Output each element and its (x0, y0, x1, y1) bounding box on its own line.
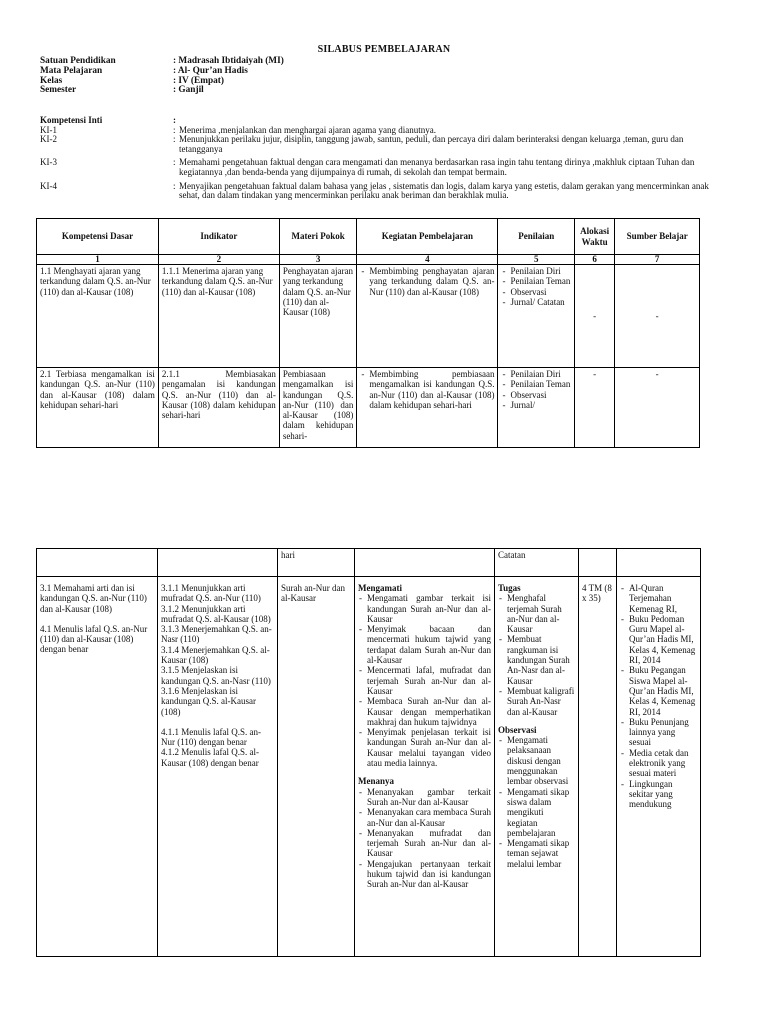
table-row (37, 577, 701, 957)
col-header-kegiatan: Kegiatan Pembelajaran (357, 219, 498, 255)
meta-row-subject: Mata Pelajaran : Al- Qur’an Hadis (40, 65, 248, 76)
cell-indikator: 1.1.1 Menerima ajaran yang terkandung dalam Q.S. an-Nur (110) dan al-Kausar (108) (158, 265, 279, 368)
cell-materi-cont: hari (278, 549, 355, 577)
cell-materi: Surah an-Nur dan al-Kausar (278, 577, 355, 957)
cell-alokasi: - (575, 368, 615, 448)
cell-indikator: 3.1.1 Menunjukkan arti mufradat Q.S. an-Nur (110) 3.1.2 Menunjukkan arti mufradat Q.S. al-Kausar (108) 3.1.3 Menerjemahkan Q.S. an-Nasr (110) 3.1.4 Menerjemahkan Q.S. al-Kausar (108) 3.1.5 Menjelaskan isi kandungan Q.S. an-Nasr (110) 3.1.6 Menjelaskan isi kandungan Q.S. al-Kausar (108) 4.1.1 Menulis lafal Q.S. an-Nur (110) dengan benar 4.1.2 Menulis lafal Q.S. al-Kausar (108) dengan benar (158, 577, 278, 957)
cell-kegiatan: - Membimbing penghayatan ajaran yang terkandung dalam Q.S. an-Nur (110) dan al-Kausar (108) (357, 265, 498, 368)
col-header-materi: Materi Pokok (279, 219, 357, 255)
meta-row-school: Satuan Pendidikan : Madrasah Ibtidaiyah (MI) (40, 56, 284, 66)
cell-penilaian-cont: Catatan (495, 549, 579, 577)
syllabus-table-2 (36, 548, 701, 957)
cell-materi: Pembiasaan mengamalkan isi kandungan Q.S. an-Nur (110) dan al-Kausar (108) dalam kehidupan sehari- (279, 368, 357, 448)
table-row (37, 265, 700, 368)
col-header-sumber: Sumber Belajar (615, 219, 700, 255)
cell-alokasi: - (575, 265, 615, 368)
cell-kd: 3.1 Memahami arti dan isi kandungan Q.S. an-Nur (110) dan al-Kausar (108) 4.1 Menulis lafal Q.S. an-Nur (110) dan al-Kausar (108) dengan benar (37, 577, 158, 957)
cell-sumber: - (615, 265, 700, 368)
ki-row-2: KI-2 : Menunjukkan perilaku jujur, disiplin, tanggung jawab, santun, peduli, dan percaya diri dalam berinteraksi dengan keluarga ,teman, guru dan tetangganya (40, 134, 684, 154)
ki-row-3: KI-3 : Memahami pengetahuan faktual dengan cara mengamati dan menanya berdasarkan rasa ingin tahu tentang dirinya ,makhluk ciptaan Tuhan dan kegiatannya ,dan benda-benda yang dijumpainya di rumah, di sekolah dan tempat bermain. (40, 157, 695, 177)
cell-alokasi: 4 TM (8 x 35) (579, 577, 617, 957)
core-competency-block (40, 116, 720, 201)
cell-indikator: 2.1.1 Membiasakan pengamalan isi kandungan Q.S. an-Nur (110) dan al-Kausar (108) dalam kehidupan sehari-hari (158, 368, 279, 448)
cell-kegiatan: Mengamati - Mengamati gambar terkait isi kandungan Surah an-Nur dan al-Kausar - Menyimak bacaan dan mencermati hukum tajwid yang terdapat dalam Surah an-Nur dan al-Kausar - Mencermati lafal, mufradat dan terjemah Surah an-Nur dan al-Kausar - Membaca Surah an-Nur dan al-Kausar dengan memperhatikan makhraj dan hukum tajwidnya - Menyimak penjelasan terkait isi kandungan Surah an-Nur dan al-Kausar melalui tayangan video atau media lainnya. Menanya - Menanyakan gambar terkait Surah an-Nur dan al-Kausar - Menanyakan cara membaca Surah an-Nur dan al-Kausar - Menanyakan mufradat dan terjemah Surah an-Nur dan al-Kausar - Mengajukan pertanyaan terkait hukum tajwid dan isi kandungan Surah an-Nur dan al-Kausar (355, 577, 495, 957)
col-header-indikator: Indikator (158, 219, 279, 255)
cell-kd: 2.1 Terbiasa mengamalkan isi kandungan Q.S. an-Nur (110) dan al-Kausar (108) dalam kehidupan sehari-hari (37, 368, 159, 448)
syllabus-table-1 (36, 218, 700, 448)
ki-row-1: KI-1 : Menerima ,menjalankan dan menghargai ajaran agama yang dianutnya. (40, 124, 436, 135)
cell-penilaian: Tugas - Menghafal terjemah Surah an-Nur dan al-Kausar - Membuat rangkuman isi kandungan Surah An-Nasr dan al-Kausar - Membuat kaligrafi Surah An-Nasr dan al-Kausar Observasi - Mengamati pelaksanaan diskusi dengan menggunakan lembar observasi - Mengamati sikap siswa dalam mengikuti kegiatan pembelajaran - Mengamati sikap teman sejawat melalui lembar (495, 577, 579, 957)
cell-kd: 1.1 Menghayati ajaran yang terkandung dalam Q.S. an-Nur (110) dan al-Kausar (108) (37, 265, 159, 368)
table-row (37, 368, 700, 448)
cell-penilaian: - Penilaian Diri - Penilaian Teman - Observasi - Jurnal/ Catatan (498, 265, 575, 368)
meta-row-semester: Semester : Ganjil (40, 85, 204, 96)
cell-sumber: - (615, 368, 700, 448)
cell-sumber: - Al-Quran Terjemahan Kemenag RI, - Buku Pedoman Guru Mapel al-Qur’an Hadis MI, Kelas 4, Kemenag RI, 2014 - Buku Pegangan Siswa Mapel al-Qur’an Hadis MI, Kelas 4, Kemenag RI, 2014 - Buku Penunjang lainnya yang sesuai - Media cetak dan elektronik yang sesuai materi - Lingkungan sekitar yang mendukung (617, 577, 701, 957)
continuation-row (37, 549, 701, 577)
document-title: SILABUS PEMBELAJARAN (317, 44, 451, 55)
cell-materi: Penghayatan ajaran yang terkandung dalam Q.S. an-Nur (110) dan al-Kausar (108) (279, 265, 357, 368)
ki-row-4: KI-4 : Menyajikan pengetahuan faktual dalam bahasa yang jelas , sistematis dan logis, dalam karya yang estetis, dalam gerakan yang mencerminkan anak sehat, dan dalam tindakan yang mencerminkan perilaku anak beriman dan berakhlak mulia. (40, 180, 709, 201)
cell-kegiatan: - Membimbing pembiasaan mengamalkan isi kandungan Q.S. an-Nur (110) dan al-Kausar (108) dalam kehidupan sehari-hari (357, 368, 498, 448)
col-header-penilaian: Penilaian (498, 219, 575, 255)
column-number-row: 1 2 3 4 5 6 7 (37, 255, 700, 265)
col-header-alokasi: Alokasi Waktu (575, 219, 615, 255)
ki-heading: Kompetensi Inti : (40, 115, 176, 125)
meta-row-class: Kelas : IV (Empat) (40, 75, 224, 86)
table-header-row (37, 219, 700, 255)
cell-penilaian: - Penilaian Diri - Penilaian Teman - Observasi - Jurnal/ (498, 368, 575, 448)
col-header-kd: Kompetensi Dasar (37, 219, 159, 255)
identity-block (40, 57, 284, 96)
